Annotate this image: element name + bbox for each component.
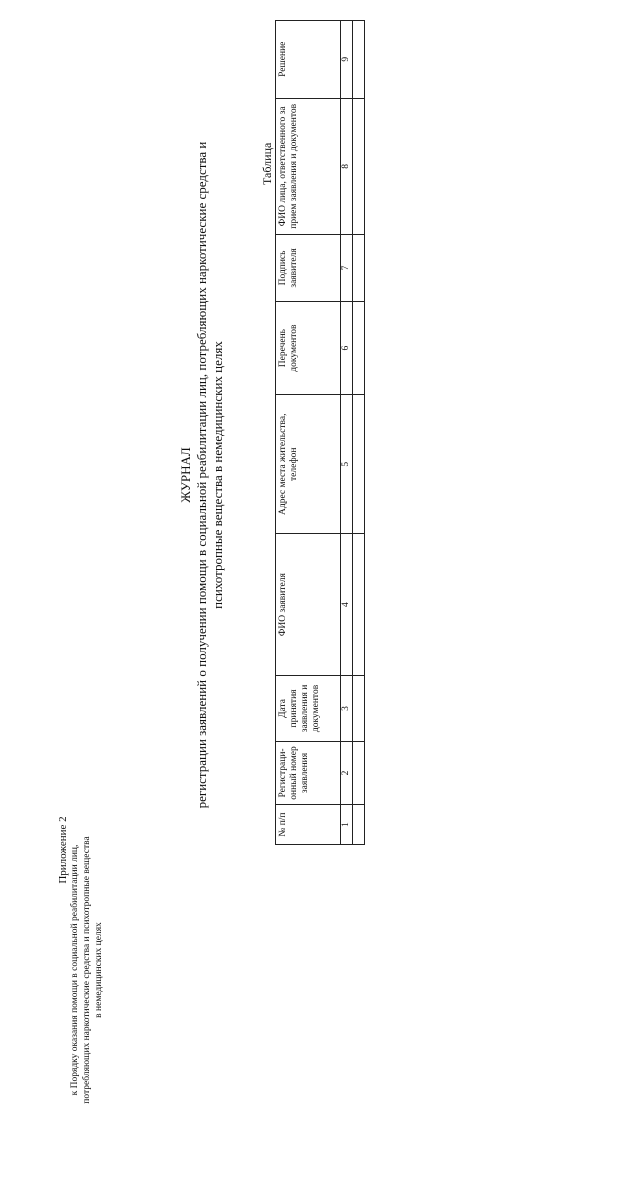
appendix-line: в немедицинских целях [94,922,104,1018]
table-cell [353,235,365,302]
header-cell: Адрес места жительства, телефон [276,395,341,534]
column-number-cell: 9 [341,21,353,99]
header-cell: Перечень документов [276,301,341,395]
journal-title-block [178,125,226,825]
journal-subtitle-line: психотропные вещества в немедицинских целях [210,341,225,609]
table-cell [353,301,365,395]
column-number-cell: 8 [341,98,353,235]
table-cell [353,395,365,534]
column-number-cell: 3 [341,676,353,742]
column-number-cell: 7 [341,235,353,302]
appendix-title: Приложение 2 [57,816,69,884]
column-number-cell: 4 [341,534,353,676]
table-label: Таблица [260,142,274,185]
table-cell [353,98,365,235]
column-number-cell: 6 [341,301,353,395]
table-header-row [276,21,341,845]
table-cell [353,805,365,845]
column-number-cell: 2 [341,741,353,804]
appendix-line: потребляющих наркотические средства и психотропные вещества [82,836,92,1104]
header-cell: № п/п [276,805,341,845]
table-cell [353,741,365,804]
header-cell: ФИО заявителя [276,534,341,676]
journal-subtitle-line: регистрации заявлений о получении помощи в социальной реабилитации лиц, потребляющих наркотические средства и [194,141,209,809]
appendix-line: к Порядку оказания помощи в социальной реабилитации лиц, [70,844,80,1096]
header-cell: Решение [276,21,341,99]
column-number-cell: 5 [341,395,353,534]
table-cell [353,21,365,99]
table-cell [353,534,365,676]
journal-heading: ЖУРНАЛ [178,447,193,503]
table-number-row [341,21,353,845]
header-cell: Регистраци-онный номер заявления [276,741,341,804]
header-cell: Подпись заявителя [276,235,341,302]
header-cell: Дата принятия заявления и документов [276,676,341,742]
journal-table [275,20,365,845]
appendix-block [57,760,105,1180]
column-number-cell: 1 [341,805,353,845]
header-cell: ФИО лица, ответственного за прием заявления и документов [276,98,341,235]
table-row [353,21,365,845]
table-cell [353,676,365,742]
